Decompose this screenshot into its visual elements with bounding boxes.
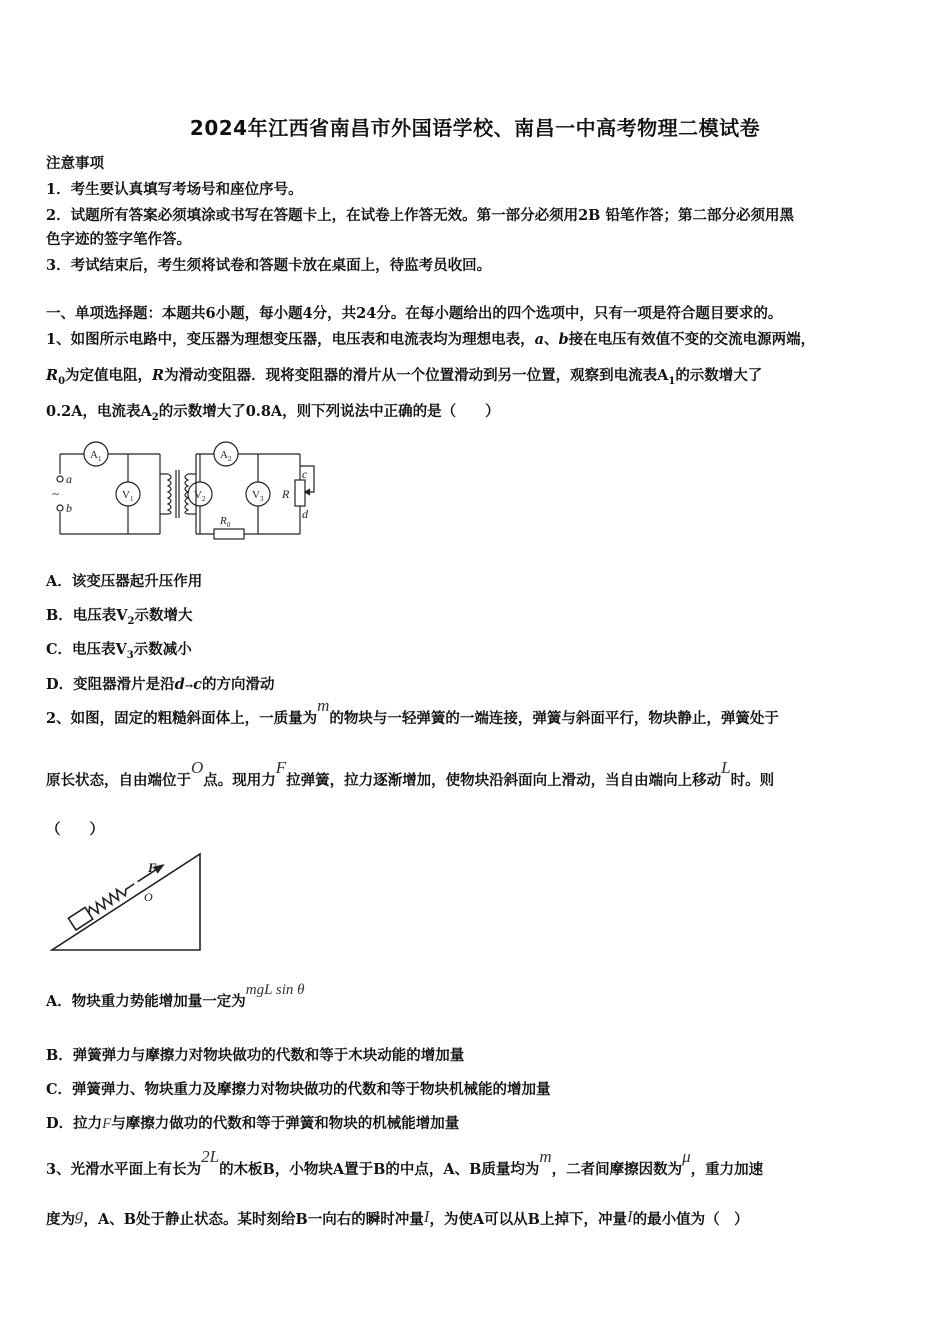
notice-item-3: 3．考试结束后，考生须将试卷和答题卡放在桌面上，待监考员收回。 — [46, 257, 492, 274]
q1-option-b: B．电压表$V_2$示数增大 — [46, 607, 193, 627]
q1-option-c: C．电压表$V_3$示数减小 — [46, 641, 192, 661]
q2-line-3: （ ） — [46, 821, 104, 838]
slider-d-label: d — [302, 507, 308, 521]
notice-item-2-cont: 色字迹的签字笔作答。 — [46, 231, 191, 248]
rheostat-r-label: R — [282, 487, 290, 501]
q2-line-1: 2、如图，固定的粗糙斜面体上，一质量为m的物块与一轻弹簧的一端连接，弹簧与斜面平行，物块静止，弹簧处于 — [46, 696, 779, 727]
voltmeter-v1-label: $V_1$ — [122, 489, 134, 503]
notice-item-1: 1．考生要认真填写考场号和座位序号。 — [46, 181, 303, 198]
q1-line-3: 0.2A，电流表$A_2$的示数增大了0.8A，则下列说法中正确的是（ ） — [46, 403, 500, 423]
resistor-r0-label: $R_0$ — [220, 515, 231, 529]
q2-option-a: A．物块重力势能增加量一定为mgL sin θ — [46, 982, 305, 1010]
q3-line-1: 3、光滑水平面上有长为2L的木板B，小物块A置于B的中点，A、B质量均为m，二者间摩擦因数为μ，重力加速 — [46, 1147, 764, 1178]
terminal-b-label: b — [66, 501, 72, 515]
q2-incline-figure — [46, 848, 216, 958]
q1-line-2: $R_0$为定值电阻，R为滑动变阻器．现将变阻器的滑片从一个位置滑动到另一位置，观察到电流表$A_1$的示数增大了 — [46, 367, 763, 387]
ammeter-a1-label: $A_1$ — [90, 449, 102, 463]
ammeter-a2-label: $A_2$ — [220, 449, 232, 463]
point-o-label: O — [144, 890, 153, 904]
voltmeter-v2-label: $V_2$ — [194, 489, 206, 503]
q2-option-c: C．弹簧弹力、物块重力及摩擦力对物块做功的代数和等于物块机械能的增加量 — [46, 1081, 551, 1098]
page-title: 2024年江西省南昌市外国语学校、南昌一中高考物理二模试卷 — [189, 116, 761, 140]
q1-circuit-figure — [48, 436, 328, 546]
notice-item-2: 2．试题所有答案必须填涂或书写在答题卡上，在试卷上作答无效。第一部分必须用2B 铅笔作答；第二部分必须用黑 — [46, 207, 794, 224]
q2-option-d: D．拉力F与摩擦力做功的代数和等于弹簧和物块的机械能增加量 — [46, 1115, 460, 1132]
q1-option-a: A．该变压器起升压作用 — [46, 573, 203, 590]
q1-option-d: D．变阻器滑片是沿d→c的方向滑动 — [46, 676, 275, 693]
slider-c-label: c — [302, 467, 308, 481]
q2-line-2: 原长状态，自由端位于O点。现用力F拉弹簧，拉力逐渐增加，使物块沿斜面向上滑动，当自由端向上移动L时。则 — [46, 758, 775, 789]
section-heading: 一、单项选择题：本题共6小题，每小题4分，共24分。在每小题给出的四个选项中，只有一项是符合题目要求的。 — [46, 305, 783, 322]
force-f-label: F — [148, 860, 157, 875]
terminal-a-label: a — [66, 472, 72, 486]
ac-source-icon: ~ — [52, 486, 60, 501]
q2-option-b: B．弹簧弹力与摩擦力对物块做功的代数和等于木块动能的增加量 — [46, 1047, 465, 1064]
q1-line-1: 1、如图所示电路中，变压器为理想变压器，电压表和电流表均为理想电表，a、b接在电压有效值不变的交流电源两端， — [46, 331, 816, 348]
voltmeter-v3-label: $V_3$ — [252, 489, 264, 503]
q3-line-2: 度为g，A、B处于静止状态。某时刻给B一向右的瞬时冲量I，为使A可以从B上掉下，冲量I的最小值为（ ） — [46, 1205, 749, 1228]
notice-heading: 注意事项 — [46, 155, 104, 172]
